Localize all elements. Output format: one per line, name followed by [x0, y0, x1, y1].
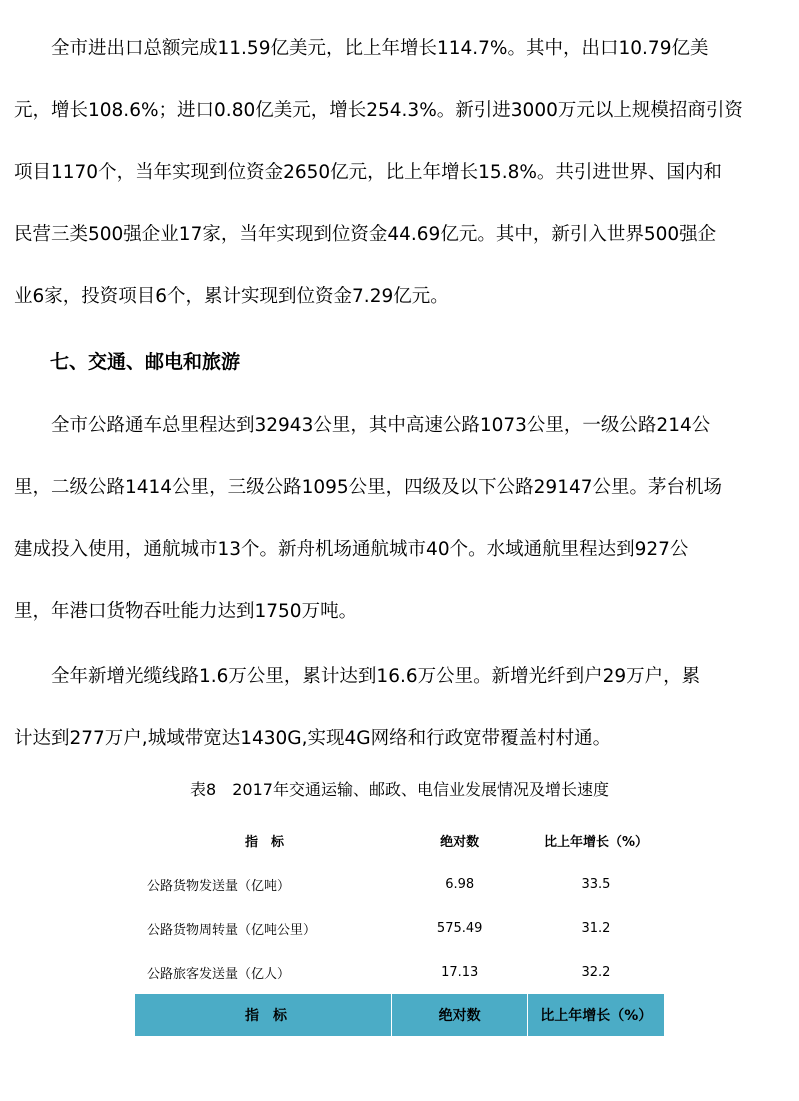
cell-indicator: 公路旅客发送量（亿人） — [147, 966, 291, 982]
cell-indicator: 公路货物周转量（亿吨公里） — [147, 922, 317, 938]
cell-absolute: 575.49 — [436, 920, 483, 936]
text-line: 民营三类500强企业17家，当年实现到位资金44.69亿元。其中，新引入世界500强企 — [14, 224, 717, 245]
text-line: 建成投入使用，通航城市13个。新舟机场通航城市40个。水域通航里程达到927公 — [14, 539, 689, 560]
footer-indicator: 指 标 — [135, 994, 391, 1036]
table-caption: 表8 2017年交通运输、邮政、电信业发展情况及增长速度 — [190, 780, 609, 799]
paragraph-transport — [14, 395, 789, 643]
paragraph-telecom — [14, 646, 789, 770]
header-absolute: 绝对数 — [440, 834, 480, 850]
table-row — [135, 950, 664, 994]
text-line: 全市进出口总额完成11.59亿美元，比上年增长114.7%。其中，出口10.79亿美 — [14, 38, 709, 59]
text-line: 元，增长108.6%；进口0.80亿美元，增长254.3%。新引进3000万元以上规模招商引资 — [14, 100, 743, 121]
cell-growth: 32.2 — [581, 964, 611, 980]
paragraph-foreign-trade — [14, 18, 789, 328]
text-line: 项目1170个，当年实现到位资金2650亿元，比上年增长15.8%。共引进世界、国内和 — [14, 162, 722, 183]
text-line: 里，年港口货物吞吐能力达到1750万吨。 — [14, 601, 358, 622]
cell-absolute: 6.98 — [445, 876, 475, 892]
text-line: 业6家，投资项目6个，累计实现到位资金7.29亿元。 — [14, 286, 449, 307]
table-footer-row — [135, 994, 664, 1036]
text-line: 全市公路通车总里程达到32943公里，其中高速公路1073公里，一级公路214公 — [14, 415, 711, 436]
footer-growth: 比上年增长（%） — [528, 994, 664, 1036]
header-indicator: 指 标 — [245, 834, 285, 850]
transport-stats-table — [135, 818, 664, 1036]
footer-absolute: 绝对数 — [391, 994, 528, 1036]
cell-growth: 33.5 — [581, 876, 611, 892]
text-line: 计达到277万户,城域带宽达1430G,实现4G网络和行政宽带覆盖村村通。 — [14, 728, 612, 749]
text-line: 里，二级公路1414公里，三级公路1095公里，四级及以下公路29147公里。茅台机场 — [14, 477, 723, 498]
table-row — [135, 862, 664, 906]
cell-absolute: 17.13 — [441, 964, 479, 980]
section-heading: 七、交通、邮电和旅游 — [50, 351, 241, 373]
text-line: 全年新增光缆线路1.6万公里，累计达到16.6万公里。新增光纤到户29万户，累 — [14, 666, 701, 687]
cell-indicator: 公路货物发送量（亿吨） — [147, 878, 291, 894]
cell-growth: 31.2 — [581, 920, 611, 936]
table-header-row — [135, 818, 664, 862]
header-growth: 比上年增长（%） — [543, 834, 648, 850]
table-row — [135, 906, 664, 950]
